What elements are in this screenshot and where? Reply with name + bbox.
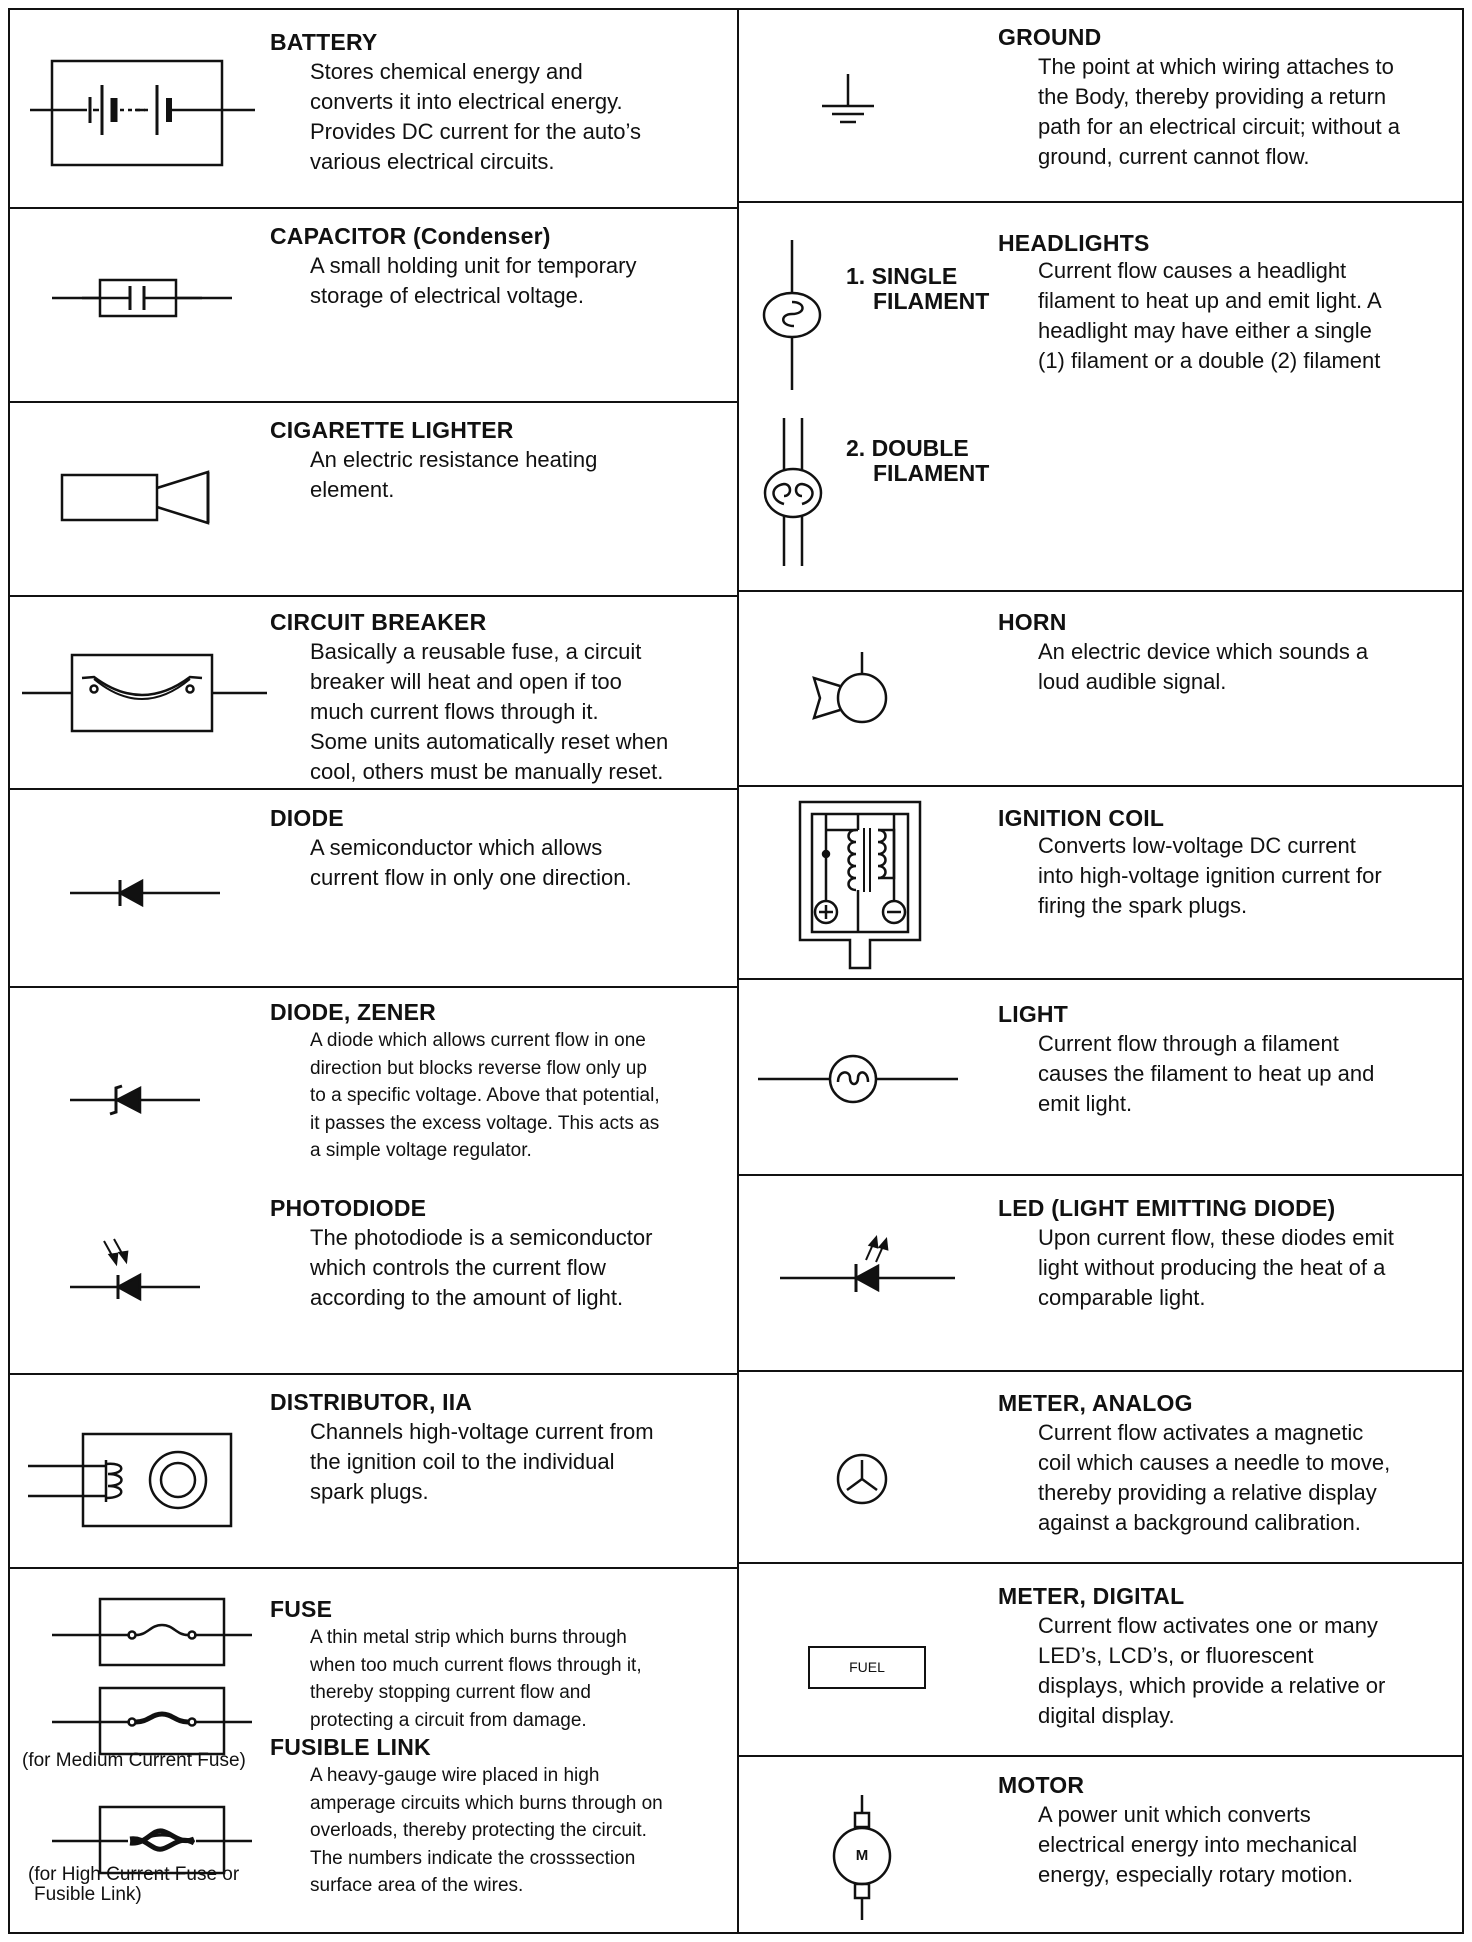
headlights-description: Current flow causes a headlight filament to heat up and emit light. A headlight may have either a single (1) filament or a double (2) filament <box>1038 258 1382 373</box>
high-fuse-caption: (for High Current Fuse or <box>28 1864 240 1885</box>
zener-diode-title: DIODE, ZENER <box>270 999 436 1025</box>
fuse-symbol-icon <box>52 1597 252 1667</box>
row-divider <box>737 1174 1464 1176</box>
distributor-symbol-icon <box>28 1432 233 1528</box>
single-filament-label: 1. SINGLE <box>846 263 958 289</box>
row-divider <box>737 1562 1464 1564</box>
cigarette-lighter-description: An electric resistance heating element. <box>310 447 598 502</box>
ground-description: The point at which wiring attaches to the Body, thereby providing a return path for an electrical circuit; without a ground, current cannot flow. <box>1038 54 1400 169</box>
fusible-link-title: FUSIBLE LINK <box>270 1734 431 1760</box>
led-symbol-icon <box>780 1234 955 1294</box>
row-divider <box>737 978 1464 980</box>
capacitor-description: A small holding unit for temporary storage of electrical voltage. <box>310 253 637 308</box>
motor-letter: M <box>855 1847 869 1864</box>
ignition-coil-symbol-icon <box>798 800 923 970</box>
row-divider <box>737 201 1464 203</box>
row-divider <box>737 1755 1464 1757</box>
horn-symbol-icon <box>810 652 890 742</box>
circuit-breaker-description: Basically a reusable fuse, a circuit breaker will heat and open if too much current flows through it. Some units automatically reset when cool, others must be manually reset. <box>310 639 669 784</box>
zener-diode-description: A diode which allows current flow in one direction but blocks reverse flow only up to a specific voltage. Above that potential, it passes the excess voltage. This acts as a simple voltage regulator. <box>310 1030 660 1161</box>
row-divider <box>8 207 738 209</box>
photodiode-title: PHOTODIODE <box>270 1195 427 1221</box>
ignition-coil-description: Converts low-voltage DC current into high-voltage ignition current for firing the spark plugs. <box>1038 833 1382 918</box>
ground-title: GROUND <box>998 24 1102 50</box>
digital-meter-title: METER, DIGITAL <box>998 1583 1185 1609</box>
double-filament-label: 2. DOUBLE <box>846 435 969 461</box>
digital-meter-symbol-icon: FUEL <box>808 1646 926 1689</box>
double-filament-headlight-icon <box>760 418 830 568</box>
circuit-breaker-symbol-icon <box>22 653 267 733</box>
row-divider <box>737 785 1464 787</box>
row-divider <box>737 1370 1464 1372</box>
distributor-title: DISTRIBUTOR, IIA <box>270 1389 473 1415</box>
diode-title: DIODE <box>270 805 344 831</box>
cigarette-lighter-symbol-icon <box>60 470 210 525</box>
analog-meter-title: METER, ANALOG <box>998 1390 1193 1416</box>
analog-meter-symbol-icon <box>835 1452 889 1506</box>
column-divider <box>737 8 739 1934</box>
row-divider <box>8 788 738 790</box>
row-divider <box>8 401 738 403</box>
led-description: Upon current flow, these diodes emit light without producing the heat of a comparable light. <box>1038 1225 1394 1310</box>
battery-title: BATTERY <box>270 29 378 55</box>
single-filament-headlight-icon <box>760 240 830 390</box>
circuit-breaker-title: CIRCUIT BREAKER <box>270 609 487 635</box>
diode-symbol-icon <box>70 878 220 908</box>
headlights-title: HEADLIGHTS <box>998 230 1150 256</box>
photodiode-symbol-icon <box>70 1237 200 1303</box>
light-bulb-symbol-icon <box>758 1052 958 1102</box>
motor-title: MOTOR <box>998 1772 1085 1798</box>
single-filament-label-2: FILAMENT <box>873 288 990 314</box>
fuse-description: A thin metal strip which burns through when too much current flows through it, thereby stopping current flow and protecting a circuit from damage. <box>310 1627 642 1731</box>
fuse-title: FUSE <box>270 1596 333 1622</box>
horn-description: An electric device which sounds a loud audible signal. <box>1038 639 1369 694</box>
row-divider <box>8 1373 738 1375</box>
distributor-description: Channels high-voltage current from the ignition coil to the individual spark plugs. <box>310 1419 654 1504</box>
capacitor-symbol-icon <box>52 278 232 318</box>
photodiode-description: The photodiode is a semiconductor which controls the current flow according to the amount of light. <box>310 1225 653 1310</box>
medium-fuse-symbol-icon <box>52 1686 252 1756</box>
zener-diode-symbol-icon <box>70 1082 200 1118</box>
digital-meter-description: Current flow activates one or many LED’s, LCD’s, or fluorescent displays, which provide a relative or digital display. <box>1038 1613 1386 1728</box>
row-divider <box>8 986 738 988</box>
light-description: Current flow through a filament causes the filament to heat up and emit light. <box>1038 1031 1375 1116</box>
row-divider <box>8 1567 738 1569</box>
motor-description: A power unit which converts electrical energy into mechanical energy, especially rotary motion. <box>1038 1802 1358 1887</box>
horn-title: HORN <box>998 609 1067 635</box>
row-divider <box>8 595 738 597</box>
battery-description: Stores chemical energy and converts it into electrical energy. Provides DC current for the auto’s various electrical circuits. <box>310 59 641 174</box>
ground-symbol-icon <box>820 72 876 132</box>
led-title: LED (LIGHT EMITTING DIODE) <box>998 1195 1336 1221</box>
diode-description: A semiconductor which allows current flow in only one direction. <box>310 835 632 890</box>
cigarette-lighter-title: CIGARETTE LIGHTER <box>270 417 514 443</box>
row-divider <box>737 590 1464 592</box>
light-title: LIGHT <box>998 1001 1068 1027</box>
capacitor-title: CAPACITOR (Condenser) <box>270 223 551 249</box>
battery-symbol-icon <box>30 55 255 175</box>
analog-meter-description: Current flow activates a magnetic coil which causes a needle to move, thereby providing a relative display against a background calibration. <box>1038 1420 1391 1535</box>
fusible-link-description: A heavy-gauge wire placed in high amperage circuits which burns through on overloads, thereby protecting the circuit. The numbers indicate the crosssection surface area of the wires. <box>310 1765 663 1896</box>
double-filament-label-2: FILAMENT <box>873 460 990 486</box>
high-fuse-caption-2: Fusible Link) <box>34 1884 142 1905</box>
ignition-coil-title: IGNITION COIL <box>998 805 1165 831</box>
medium-fuse-caption: (for Medium Current Fuse) <box>22 1750 246 1771</box>
